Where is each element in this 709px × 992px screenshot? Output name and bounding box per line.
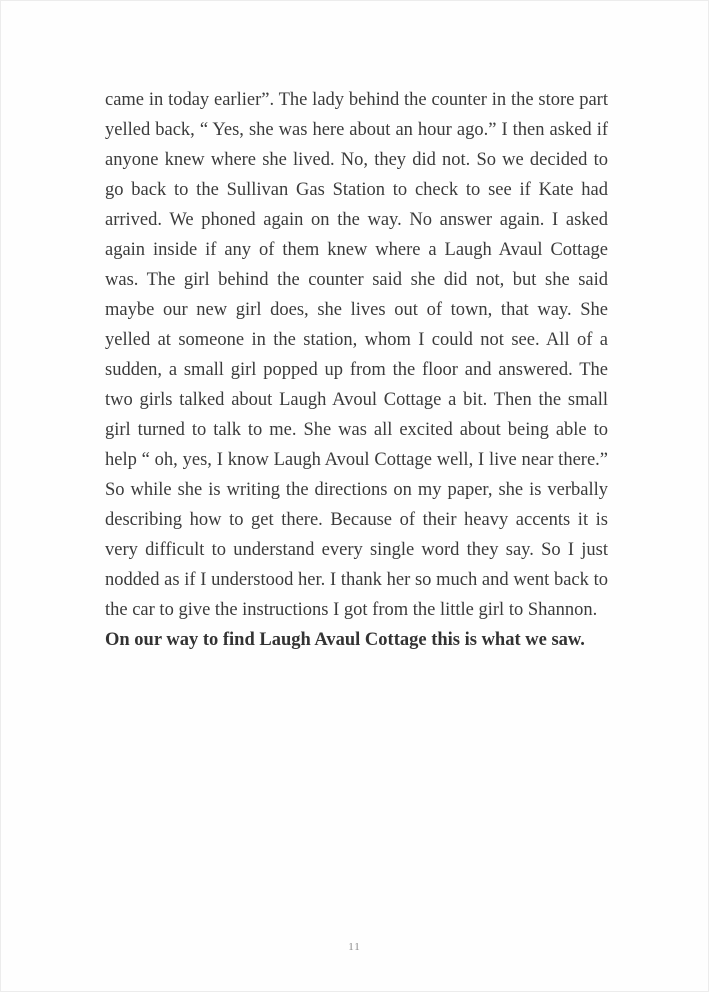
- body-paragraph: came in today earlier”. The lady behind the counter in the store part yelled back, “ Yes, she was here about an hour ago.” I then asked if anyone knew where she lived. No, they did not. So we decided to go back to the Sullivan Gas Station to check to see if Kate had arrived. We phoned again on the way. No answer again. I asked again inside if any of them knew where a Laugh Avaul Cottage was. The girl behind the counter said she did not, but she said maybe our new girl does, she lives out of town, that way. She yelled at someone in the station, whom I could not see. All of a sudden, a small girl popped up from the floor and answered. The two girls talked about Laugh Avoul Cottage a bit. Then the small girl turned to talk to me. She was all excited about being able to help “ oh, yes, I know Laugh Avoul Cottage well, I live near there.” So while she is writing the directions on my paper, she is verbally describing how to get there. Because of their heavy accents it is very difficult to understand every single word they say. So I just nodded as if I understood her. I thank her so much and went back to the car to give the instructions I got from the little girl to Shannon.: [105, 90, 608, 620]
- page-number: 11: [348, 941, 361, 953]
- bold-paragraph: On our way to find Laugh Avaul Cottage this is what we saw.: [105, 630, 585, 650]
- page-content: [105, 85, 608, 655]
